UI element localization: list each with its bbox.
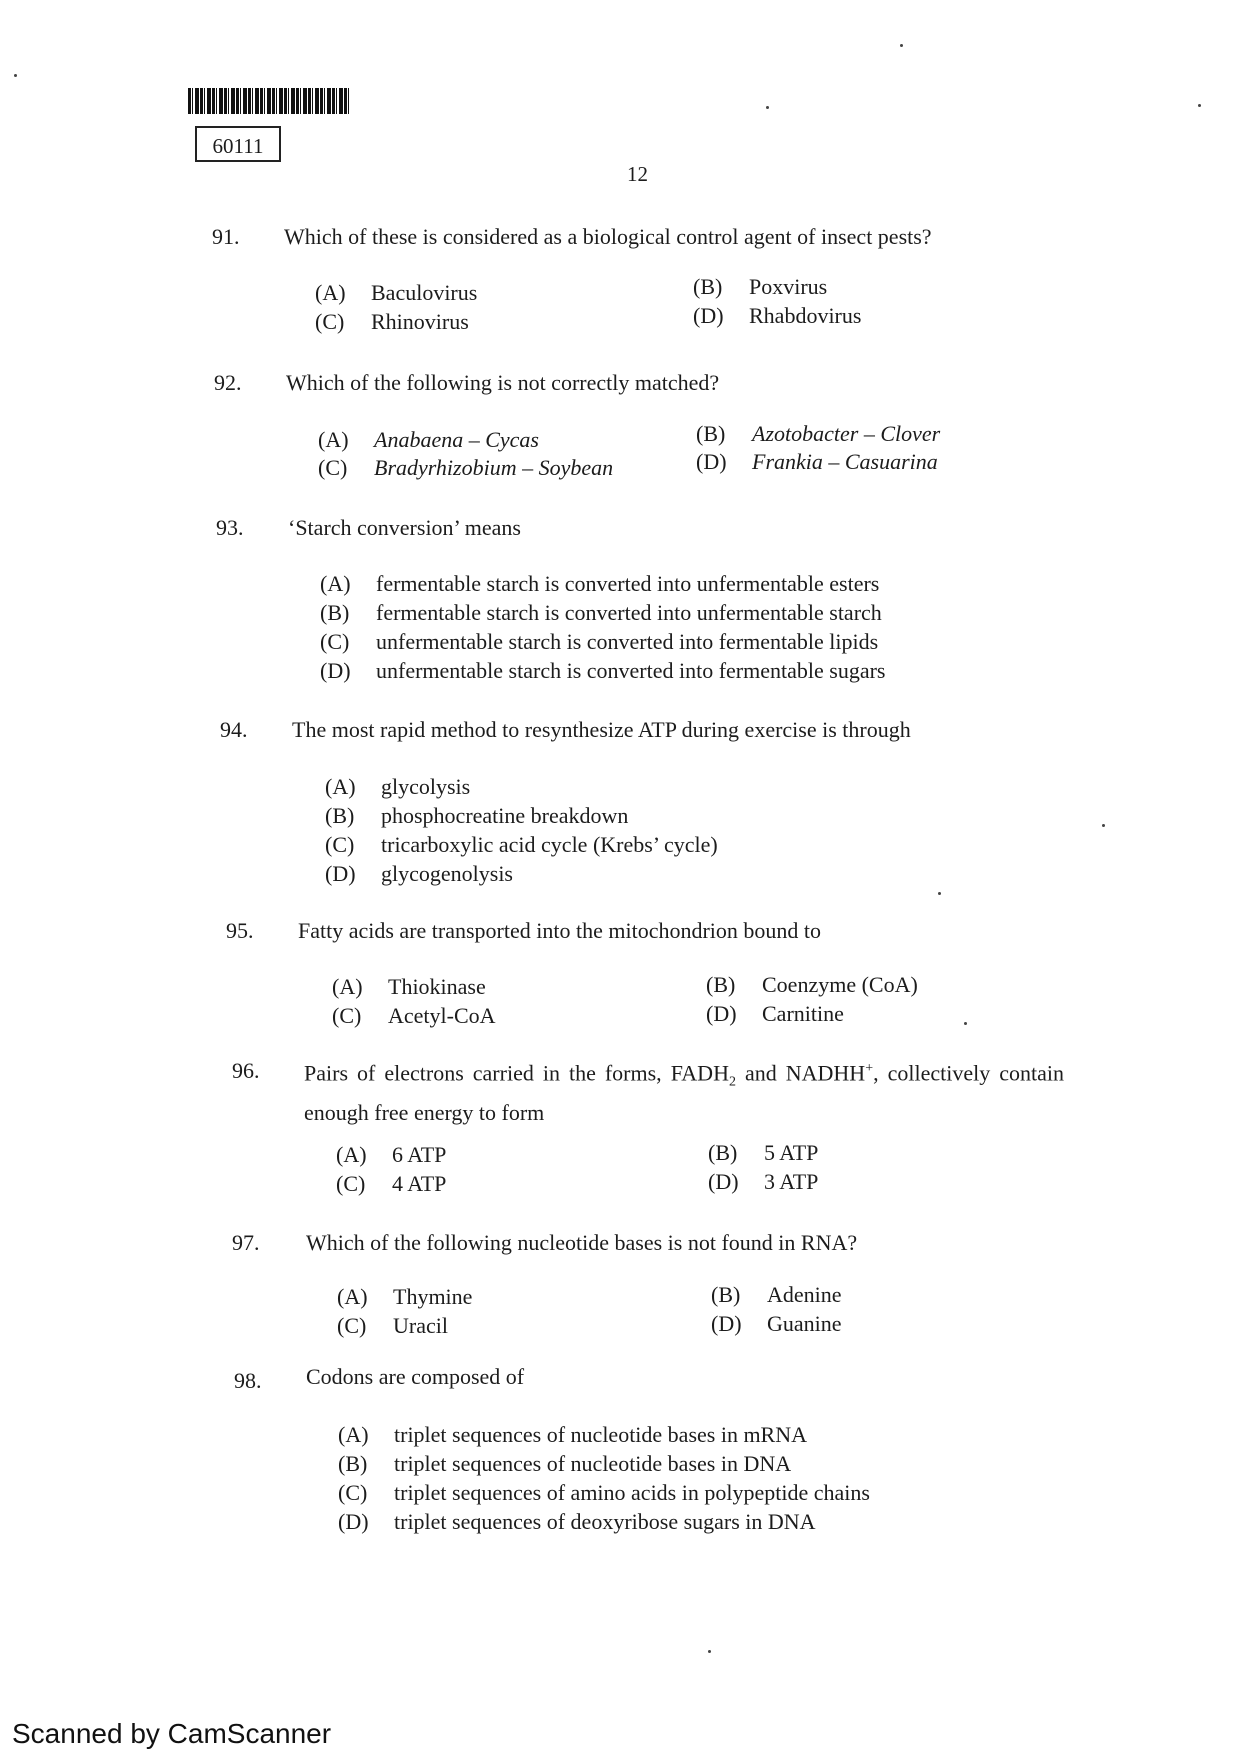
scanner-watermark: Scanned by CamScanner [12,1718,332,1749]
option-b: (B) Adenine [711,1282,842,1307]
option-a: (A) fermentable starch is converted into unfermentable esters [320,571,880,596]
option-c: (C) Bradyrhizobium – Soybean [318,455,614,480]
option-a: (A) Anabaena – Cycas [318,427,539,452]
scan-speck [1198,104,1201,107]
option-b: (B) triplet sequences of nucleotide bases in DNA [338,1451,792,1476]
question-text: Which of the following nucleotide bases is not found in RNA? [306,1230,858,1255]
scan-speck [14,74,17,77]
option-b: (B) Coenzyme (CoA) [706,972,918,997]
option-c: (C) Acetyl-CoA [332,1003,496,1028]
option-c: (C) unfermentable starch is converted into fermentable lipids [320,629,879,654]
question-number: 92. [214,370,242,395]
option-d: (D) triplet sequences of deoxyribose sugars in DNA [338,1509,816,1534]
question-number: 91. [212,224,240,249]
option-a: (A) 6 ATP [336,1142,447,1167]
question-number: 94. [220,717,248,742]
scan-speck [1102,824,1105,827]
option-c: (C) triplet sequences of amino acids in polypeptide chains [338,1480,870,1505]
option-a: (A) Thiokinase [332,974,486,999]
option-c: (C) Uracil [337,1313,448,1338]
option-d: (D) Carnitine [706,1001,844,1026]
option-b: (B) fermentable starch is converted into unfermentable starch [320,600,882,625]
option-b: (B) Azotobacter – Clover [696,421,941,446]
option-d: (D) 3 ATP [708,1169,819,1194]
option-c: (C) 4 ATP [336,1171,447,1196]
question-text: The most rapid method to resynthesize ATP during exercise is through [292,717,911,742]
question-text: Which of these is considered as a biological control agent of insect pests? [284,224,932,249]
option-b: (B) 5 ATP [708,1140,819,1165]
option-d: (D) Frankia – Casuarina [696,449,938,474]
option-d: (D) Guanine [711,1311,842,1336]
question-text: Pairs of electrons carried in the forms, $FADH_2$ and NADHH+, collectively contain enough free energy to form [304,1060,1065,1125]
option-a: (A) Thymine [337,1284,473,1309]
paper-code: 60111 [195,126,281,162]
question-text: Codons are composed of [306,1364,525,1389]
question-number: 98. [234,1368,262,1393]
scan-speck [708,1650,711,1653]
option-b: (B) Poxvirus [693,274,828,299]
scan-speck [900,44,903,47]
question-text: Fatty acids are transported into the mitochondrion bound to [298,918,822,943]
question-number: 95. [226,918,254,943]
option-c: (C) Rhinovirus [315,309,469,334]
question-number: 96. [232,1058,260,1083]
option-a: (A) triplet sequences of nucleotide bases in mRNA [338,1422,808,1447]
option-b: (B) phosphocreatine breakdown [325,803,629,828]
question-text: ‘Starch conversion’ means [288,515,521,540]
scan-speck [766,106,769,109]
option-d: (D) glycogenolysis [325,861,513,886]
page-number: 12 [627,162,648,186]
option-a: (A) glycolysis [325,774,471,799]
scan-speck [938,892,941,895]
option-d: (D) Rhabdovirus [693,303,862,328]
barcode [188,88,350,114]
option-d: (D) unfermentable starch is converted into fermentable sugars [320,658,886,683]
question-number: 97. [232,1230,260,1255]
option-c: (C) tricarboxylic acid cycle (Krebs’ cycle) [325,832,718,857]
scan-speck [964,1022,967,1025]
question-text: Which of the following is not correctly matched? [286,370,720,395]
option-a: (A) Baculovirus [315,280,478,305]
question-number: 93. [216,515,244,540]
